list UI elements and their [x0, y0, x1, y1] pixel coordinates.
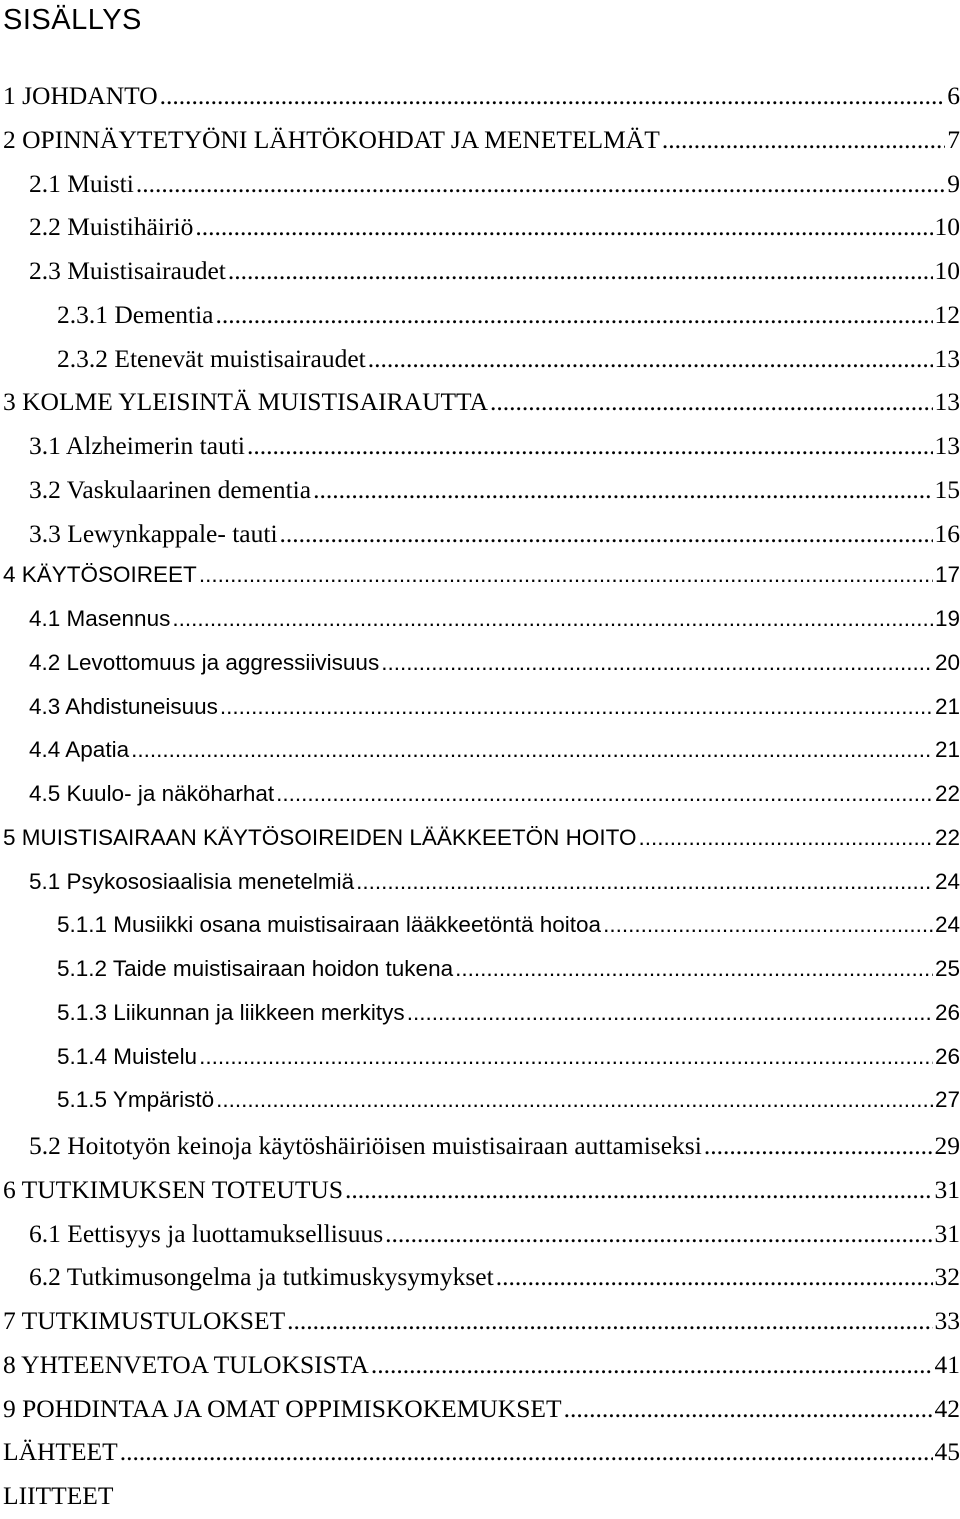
toc-entry-page: 42 — [935, 1394, 960, 1424]
toc-entry-title: 2.1 Muisti — [29, 169, 134, 199]
toc-leader — [662, 125, 945, 155]
toc-entry[interactable] — [0, 163, 960, 207]
toc-entry[interactable] — [0, 1038, 960, 1082]
toc-entry[interactable] — [0, 1081, 960, 1125]
toc-entry-title: 1 JOHDANTO — [3, 81, 158, 111]
toc-entry-page: 31 — [935, 1219, 960, 1249]
toc-entry-title: 5.1.4 Muistelu — [57, 1044, 197, 1070]
toc-leader — [371, 1350, 933, 1380]
toc-leader — [247, 431, 933, 461]
toc-entry[interactable] — [0, 1256, 960, 1300]
toc-entry-page: 27 — [935, 1087, 960, 1113]
toc-leader — [496, 1262, 933, 1292]
toc-entry[interactable] — [0, 513, 960, 557]
toc-entry-title: 5.1.3 Liikunnan ja liikkeen merkitys — [57, 1000, 405, 1026]
toc-heading: SISÄLLYS — [3, 0, 142, 40]
toc-entry[interactable] — [0, 644, 960, 688]
toc-leader — [199, 1044, 933, 1070]
toc-entry-page: 31 — [935, 1175, 960, 1205]
toc-leader — [195, 212, 932, 242]
toc-entry-page: 45 — [935, 1437, 960, 1467]
toc-entry[interactable] — [0, 425, 960, 469]
toc-leader — [287, 1306, 932, 1336]
toc-entry[interactable] — [0, 600, 960, 644]
toc-leader — [490, 387, 932, 417]
toc-entry-title: 3 KOLME YLEISINTÄ MUISTISAIRAUTTA — [3, 387, 488, 417]
toc-entry-title: 3.3 Lewynkappale- tauti — [29, 519, 278, 549]
toc-entry-page: 13 — [935, 431, 960, 461]
toc-entry-title: 5.1.5 Ympäristö — [57, 1087, 214, 1113]
toc-leader — [385, 1219, 932, 1249]
toc-entry-title: 6 TUTKIMUKSEN TOTEUTUS — [3, 1175, 343, 1205]
toc-entry[interactable] — [0, 250, 960, 294]
toc-entry[interactable] — [0, 1388, 960, 1432]
toc-entry-page: 21 — [935, 737, 960, 763]
toc-leader — [120, 1437, 933, 1467]
toc-entry[interactable] — [0, 469, 960, 513]
toc-entry[interactable] — [0, 119, 960, 163]
toc-entry-page: 33 — [935, 1306, 960, 1336]
toc-entry-page: 41 — [935, 1350, 960, 1380]
toc-entry-page: 32 — [935, 1262, 960, 1292]
toc-leader — [638, 825, 932, 851]
toc-entry-title: 6.1 Eettisyys ja luottamuksellisuus — [29, 1219, 383, 1249]
toc-entry[interactable] — [0, 1300, 960, 1344]
toc-entry-page: 12 — [935, 300, 960, 330]
toc-entry[interactable] — [0, 1213, 960, 1257]
toc-entry-page: 26 — [935, 1000, 960, 1026]
toc-entry-title: 3.1 Alzheimerin tauti — [29, 431, 245, 461]
toc-entry-page: 6 — [947, 81, 960, 111]
toc-entry-page: 22 — [935, 825, 960, 851]
toc-entry-page: 24 — [935, 912, 960, 938]
toc-leader — [313, 475, 932, 505]
toc-entry-page: 10 — [935, 212, 960, 242]
toc-leader — [455, 956, 933, 982]
toc-entry-title: 4 KÄYTÖSOIREET — [3, 562, 197, 588]
toc-entry-title: 4.4 Apatia — [29, 737, 129, 763]
toc-entry[interactable] — [0, 338, 960, 382]
toc-entry-title: 9 POHDINTAA JA OMAT OPPIMISKOKEMUKSET — [3, 1394, 562, 1424]
toc-entry-page: 9 — [947, 169, 960, 199]
toc-leader — [131, 737, 933, 763]
toc-entry-title: 8 YHTEENVETOA TULOKSISTA — [3, 1350, 369, 1380]
toc-entry-title: 6.2 Tutkimusongelma ja tutkimuskysymykset — [29, 1262, 494, 1292]
toc-entry-title: 4.2 Levottomuus ja aggressiivisuus — [29, 650, 379, 676]
toc-entry-title: 3.2 Vaskulaarinen dementia — [29, 475, 311, 505]
toc-leader — [356, 869, 933, 895]
toc-entry-page: 16 — [935, 519, 960, 549]
toc-leader — [368, 344, 933, 374]
toc-entry-page: 22 — [935, 781, 960, 807]
toc-entry-page: 25 — [935, 956, 960, 982]
toc-entry[interactable] — [0, 906, 960, 950]
toc-entry[interactable] — [0, 206, 960, 250]
toc-entry-title: 5.1 Psykososiaalisia menetelmiä — [29, 869, 354, 895]
toc-entry[interactable] — [0, 775, 960, 819]
toc-entry-title: 5.2 Hoitotyön keinoja käytöshäiriöisen muistisairaan auttamiseksi — [29, 1131, 702, 1161]
toc-entry-page: 10 — [935, 256, 960, 286]
toc-entry-title: 2.3.2 Etenevät muistisairaudet — [57, 344, 366, 374]
toc-entry[interactable] — [0, 294, 960, 338]
toc-entry-page: 13 — [935, 344, 960, 374]
toc-entry-page: 13 — [935, 387, 960, 417]
toc-leader — [280, 519, 933, 549]
toc-entry-page: 19 — [935, 606, 960, 632]
toc-entry-page: 20 — [935, 650, 960, 676]
toc-entry[interactable] — [0, 1431, 960, 1475]
toc-entry[interactable] — [0, 994, 960, 1038]
toc-entry[interactable] — [0, 1169, 960, 1213]
toc-entry-title: 4.5 Kuulo- ja näköharhat — [29, 781, 274, 807]
toc-entry[interactable] — [0, 75, 960, 119]
toc-leader — [345, 1175, 932, 1205]
toc-leader — [220, 694, 933, 720]
toc-entry-page: 29 — [935, 1131, 960, 1161]
toc-entry-page: 15 — [935, 475, 960, 505]
toc-entry-title: 2.2 Muistihäiriö — [29, 212, 193, 242]
toc-leader — [704, 1131, 933, 1161]
toc-entry[interactable] — [0, 381, 960, 425]
toc-entry-title: LÄHTEET — [3, 1437, 118, 1467]
toc-entry-title: 5 MUISTISAIRAAN KÄYTÖSOIREIDEN LÄÄKKEETÖN HOITO — [3, 825, 636, 851]
toc-entry-title: 2.3.1 Dementia — [57, 300, 214, 330]
toc-leader — [160, 81, 946, 111]
toc-entry-title: 7 TUTKIMUSTULOKSET — [3, 1306, 285, 1336]
table-of-contents — [0, 75, 960, 1519]
toc-entry-title: 5.1.1 Musiikki osana muistisairaan lääkkeetöntä hoitoa — [57, 912, 601, 938]
toc-entry-title: 2.3 Muistisairaudet — [29, 256, 226, 286]
toc-leader — [228, 256, 933, 286]
toc-entry[interactable] — [0, 819, 960, 863]
toc-entry-title: 4.3 Ahdistuneisuus — [29, 694, 218, 720]
toc-entry[interactable] — [0, 1344, 960, 1388]
toc-entry[interactable] — [0, 556, 960, 600]
toc-entry[interactable] — [0, 1475, 960, 1519]
toc-entry-title: 5.1.2 Taide muistisairaan hoidon tukena — [57, 956, 453, 982]
toc-entry[interactable] — [0, 1125, 960, 1169]
toc-leader — [199, 562, 933, 588]
toc-entry-page: 21 — [935, 694, 960, 720]
toc-entry-page: 7 — [947, 125, 960, 155]
toc-leader — [136, 169, 945, 199]
toc-leader — [381, 650, 933, 676]
toc-entry-page: 24 — [935, 869, 960, 895]
toc-leader — [216, 1087, 933, 1113]
toc-entry-title: LIITTEET — [3, 1481, 113, 1511]
toc-entry-page: 17 — [935, 562, 960, 588]
toc-leader — [407, 1000, 933, 1026]
toc-leader — [276, 781, 933, 807]
toc-leader — [603, 912, 933, 938]
toc-leader — [172, 606, 933, 632]
toc-entry[interactable] — [0, 863, 960, 907]
toc-entry[interactable] — [0, 950, 960, 994]
toc-leader — [216, 300, 933, 330]
toc-entry[interactable] — [0, 731, 960, 775]
toc-entry-page: 26 — [935, 1044, 960, 1070]
toc-entry[interactable] — [0, 688, 960, 732]
toc-leader — [564, 1394, 933, 1424]
toc-entry-title: 4.1 Masennus — [29, 606, 170, 632]
toc-entry-title: 2 OPINNÄYTETYÖNI LÄHTÖKOHDAT JA MENETELMÄT — [3, 125, 660, 155]
